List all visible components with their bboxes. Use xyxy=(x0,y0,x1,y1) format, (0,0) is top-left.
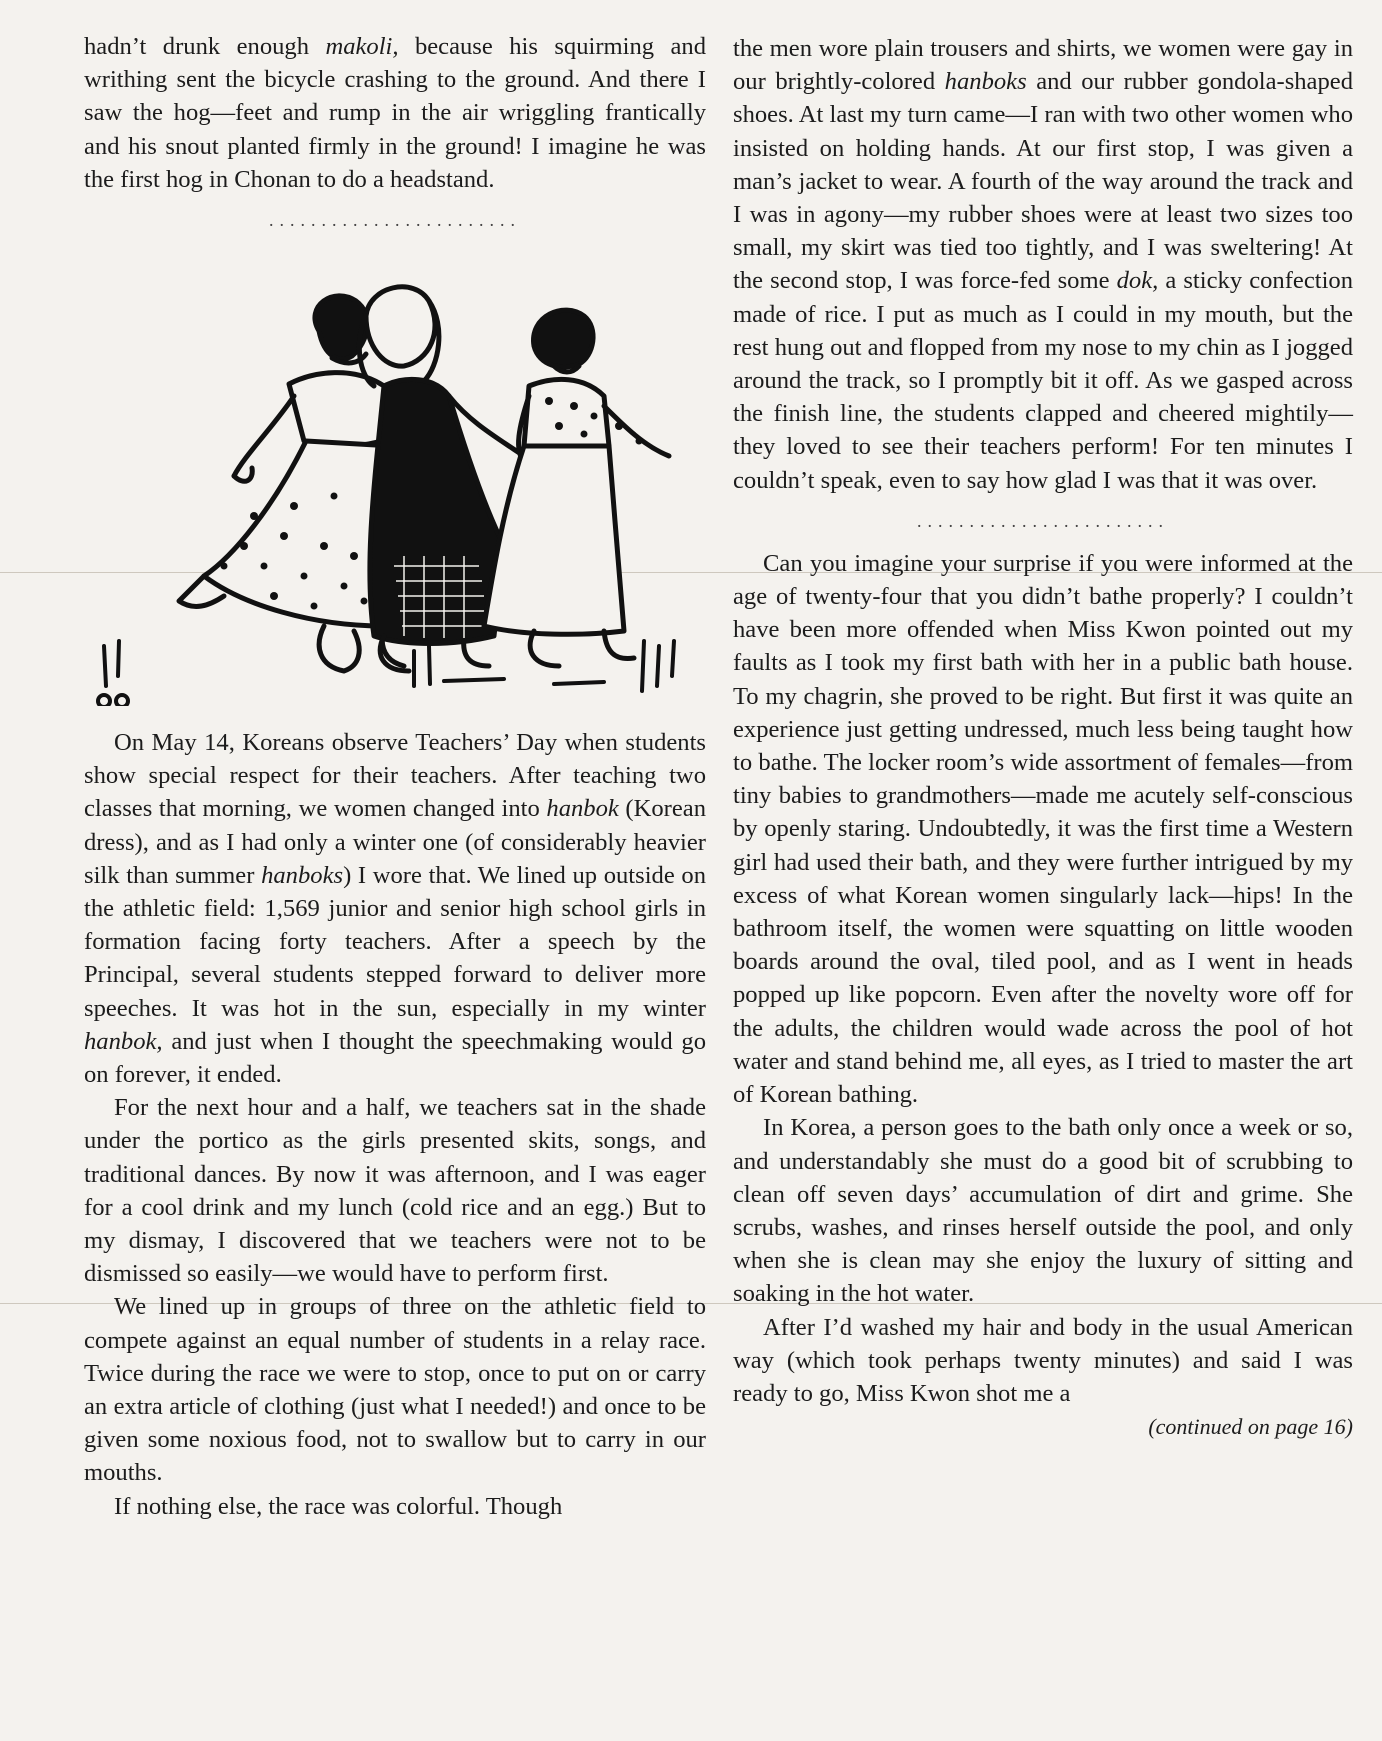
relay-race-illustration xyxy=(84,246,706,706)
left-column xyxy=(84,30,706,1523)
left-paragraph-hog: hadn’t drunk enough makoli, because his squirming and writhing sent the bicycle crashing to the ground. And there I saw the hog—feet and rump in the air wriggling frantically and his snout planted firmly in the ground! I imagine he was the first hog in Chonan to do a headstand. xyxy=(84,33,706,193)
running-women-drawing xyxy=(84,246,706,706)
right-paragraph-korean-bath: In Korea, a person goes to the bath only once a week or so, and understandably she must do a good bit of scrubbing to clean off seven days’ accumulation of dirt and grime. She scrubs, washes, and rinses herself outside the pool, and only when she is clean may she enjoy the luxury of sitting and soaking in the hot water. xyxy=(733,1114,1353,1308)
right-paragraph-race: the men wore plain trousers and shirts, we women were gay in our brightly-colored hanboks and our rubber gondola-shaped shoes. At last my turn came—I ran with two other women who insisted on holding hands. At our first stop, I was given a man’s jacket to wear. A fourth of the way around the track and I was in agony—my rubber shoes were at least two sizes too small, my skirt was tied too tightly, and I was sweltering! At the second stop, I was force-fed some dok, a sticky confection made of rice. I put as much as I could in my mouth, but the rest hung out and flopped from my nose to my chin as I jogged around the track, so I promptly bit it off. As we gasped across the finish line, the students clapped and cheered mightily—they loved to see their teachers perform! For ten minutes I couldn’t speak, even to say how glad I was that it was over. xyxy=(733,35,1353,494)
continued-on-page-link: (continued on page 16) xyxy=(1148,1414,1353,1440)
right-paragraph-bath-house: Can you imagine your surprise if you were informed at the age of twenty-four that you didn’t bathe properly? I couldn’t have been more offended when Miss Kwon pointed out my faults as I took my first bath with her in a public bath house. To my chagrin, she proved to be right. But first it was quite an experience just getting undressed, much less being taught how to bathe. The locker room’s wide assortment of females—from tiny babies to grandmothers—made me acutely self-conscious by openly staring. Undoubtedly, it was the first time a Western girl had used their bath, and they were further intrigued by my excess of what Korean women singularly lack—hips! In the bathroom itself, the women were squatting on little wooden boards around the oval, tiled pool, and as I went in heads popped up like popcorn. Even after the novelty wore off for the adults, the children would wade across the pool of hot water and stand behind me, all eyes, as I tried to master the art of Korean bathing. xyxy=(733,549,1353,1109)
right-paragraph-miss-kwon: After I’d washed my hair and body in the usual American way (which took perhaps twenty minutes) and said I was ready to go, Miss Kwon shot me a xyxy=(733,1313,1353,1407)
right-column xyxy=(733,32,1353,1442)
left-paragraph-afternoon: For the next hour and a half, we teachers sat in the shade under the portico as the girls presented skits, songs, and traditional dances. By now it was afternoon, and I was eager for a cool drink and my lunch (cold rice and an egg.) But to my dismay, I discovered that we teachers were not to be dismissed so easily—we would have to perform first. xyxy=(84,1094,706,1288)
left-paragraph-relay: We lined up in groups of three on the athletic field to compete against an equal number of students in a relay race. Twice during the race we were to stop, once to put on or carry an extra article of clothing (just what I needed!) and once to be given some noxious food, not to swallow but to carry in our mouths. xyxy=(84,1293,706,1487)
left-paragraph-teachers-day: On May 14, Koreans observe Teachers’ Day when students show special respect for their teachers. After teaching two classes that morning, we women changed into hanbok (Korean dress), and as I had only a winter one (of considerably heavier silk than summer hanboks) I wore that. We lined up outside on the athletic field: 1,569 junior and senior high school girls in formation facing forty teachers. After a speech by the Principal, several students stepped forward to deliver more speeches. It was hot in the sun, especially in my winter hanbok, and just when I thought the speechmaking would go on forever, it ended. xyxy=(84,729,706,1089)
left-paragraph-colorful: If nothing else, the race was colorful. Though xyxy=(114,1492,563,1520)
section-separator: ........................ xyxy=(917,510,1169,531)
section-separator: ........................ xyxy=(269,210,521,231)
